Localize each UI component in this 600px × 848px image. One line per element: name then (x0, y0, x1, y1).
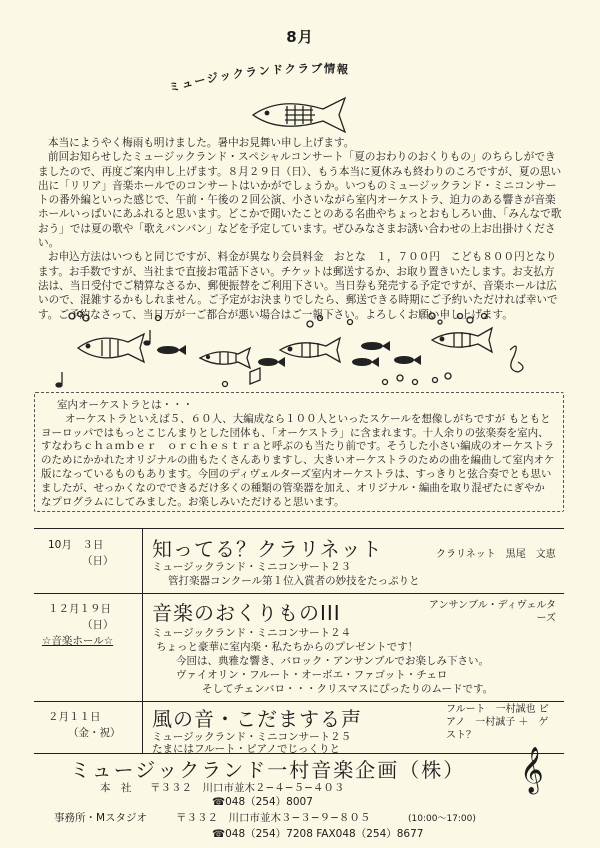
event-line: 管打楽器コンクール第１位入賞者の妙技をたっぷりと (168, 575, 420, 587)
office-phone-fax: ☎048（254）7208 FAX048（254）8677 (212, 828, 424, 840)
month-heading: 8月 (286, 28, 314, 46)
intro-paragraph: お申込方法はいつもと同じですが、料金が異なり会員料金 おとな １，７００円 こども８００円となります。お手数ですが、当社まで直接お電話下さい。チケットは郵送するか、お取り置きいたします。お支払方法は、当日受付でご精算なさるか、郵便振替をご利用下さい。当日券も発売する予定ですが、音楽ホールは広いので、混雑するかもしれません。ご予定がお決まりでしたら、郵送できる時期にご予約いただければ幸いです。ご予約なさって、当日万が一ご都合が悪い場合はご一報下さい。よろしくお願い申し上げます。 (38, 251, 558, 321)
event-title: 知ってる？クラリネット (152, 537, 383, 561)
schedule-row (34, 701, 564, 753)
company-name: ミュージックランド一村音楽企画（株） (70, 758, 466, 782)
event-title: 風の音・こだまする声 (152, 707, 362, 731)
event-day: （日） (82, 555, 114, 567)
office-address: 〒３３２ 川口市並木３−３−９−８０５ (176, 812, 371, 824)
svg-text:ミュージックランドクラブ情報 (167, 61, 350, 95)
event-performer: アンサンブル・ディヴェルターズ (428, 600, 556, 624)
event-performer: フルート 一村誠也 ピアノ 一村誠子 ＋ ゲスト？ (446, 704, 549, 741)
intro-paragraph: 前回お知らせしたミュージックランド・スペシャルコンサート「夏のおわりのおくりもの」のちらしができましたので、再度ご案内申し上げます。８月２９日（日）、もう本当に夏休みも終わりのころですが、夏の思い出に「リリア」音楽ホールでのコンサートはいかがでしょうか。いつものミュージックランド・ミニコンサートの番外編といった感じで、午前・午後の２回公演、小さいながら室内オーケストラ、迫力のある響きが音楽ホールいっぱいにあふれると思います。どこかで聞いたことのある名曲やちょっとおもしろい曲、「みんなで歌おう」では夏の歌や「歌えバンバン」などを予定しています。ぜひみなさまお誘い合わせの上お出掛けください。 (38, 151, 562, 250)
hq-address: 〒３３２ 川口市並木２−４−５−４０３ (150, 782, 345, 794)
event-line: ヴァイオリン・フルート・オーボエ・ファゴット・チェロ (176, 669, 448, 681)
event-line: たまにはフルート・ピアノでじっくりと (152, 743, 341, 755)
schedule-row (34, 529, 564, 594)
fish-2-icon (200, 348, 250, 368)
event-line: ミュージックランド・ミニコンサート２４ (152, 627, 352, 639)
event-line: ミュージックランド・ミニコンサート２３ (152, 561, 352, 573)
hq-phone: ☎048（254）8007 (212, 796, 313, 808)
club-logo (150, 46, 450, 136)
fish-logo-icon (245, 94, 355, 136)
event-line: そしてチェンバロ・・・クリスマスにぴったりのムードです。 (202, 683, 494, 695)
concert-schedule (34, 528, 564, 754)
event-title: 音楽のおくりものIII (152, 601, 341, 625)
chamber-orchestra-box (34, 392, 564, 512)
hq-label: 本 社 (100, 782, 132, 794)
chamber-heading: 室内オーケストラとは・・・ (57, 399, 194, 411)
schedule-row (34, 593, 564, 702)
fish-1-icon (78, 334, 144, 362)
intro-text (38, 136, 562, 322)
event-date: 10月 ３日 (48, 539, 104, 551)
fish-illustration (40, 310, 560, 390)
event-line: 今回は、典雅な響き、バロック・アンサンブルでお楽しみ下さい。 (176, 655, 490, 667)
event-date: １２月１９日 (48, 603, 111, 615)
office-hours: (10:00〜17:00) (408, 814, 476, 824)
treble-clef-icon: 𝄞 (520, 747, 544, 793)
event-date: ２月１１日 (48, 711, 101, 723)
fish-3-icon (280, 338, 340, 362)
music-note-icon (56, 330, 523, 387)
club-title: ミュージックランドクラブ情報 (167, 61, 351, 95)
chamber-text: オーケストラといえば５、６０人、大編成なら１００人といったスケールを想像しがちですが もともとヨーロッパではもっとこじんまりとした団体も、「オーケストラ」に含まれます。十人余りの弦楽奏を室内、すなわちｃｈａｍｂｅｒ ｏｒｃｈｅｓｔｒａと呼ぶのも当たり前です。そうした小さい編成のオーケストラのためにかかれたオリジナルの曲もたくさんありますし、大きいオーケストラのための曲を編曲して室内オケ版になっているものもあります。今回のディヴェルターズ室内オーケストラは、すっきりと弦合奏でとも思いましたが、せっかくなのでできるだけ多くの種類の管楽器を加え、オリジナル・編曲を取り混ぜたにぎやかなプログラムにしてみました。お楽しみいただけると思います。 (41, 412, 555, 508)
event-line: ミュージックランド・ミニコンサート２５ (152, 731, 352, 743)
event-venue: ☆音楽ホール☆ (42, 635, 114, 647)
office-label: 事務所・Mスタジオ (54, 812, 148, 824)
event-day: （金・祝） (68, 727, 121, 739)
intro-paragraph: 本当にようやく梅雨も明けました。暑中お見舞い申し上げます。 (48, 137, 355, 149)
event-day: （日） (82, 619, 114, 631)
event-line: ちょっと豪華に室内楽・私たちからのプレゼントです！ (156, 641, 419, 653)
fish-4-icon (432, 328, 492, 352)
event-performer: クラリネット 黒尾 文恵 (436, 549, 556, 560)
